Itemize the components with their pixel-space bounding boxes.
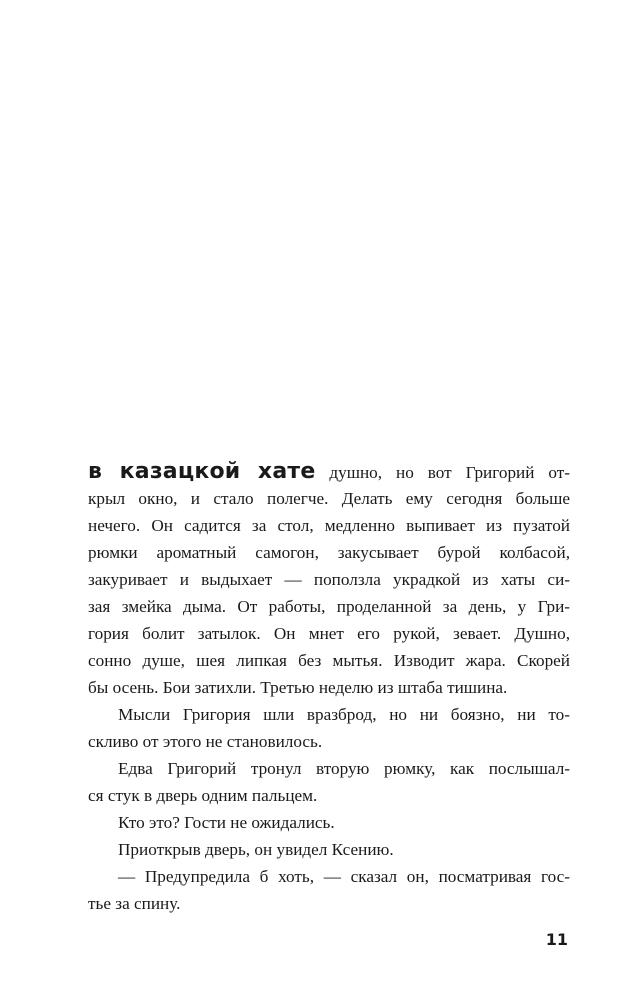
lead-in-heading: в казацкой хате xyxy=(88,459,316,484)
text-line: нечего. Он садится за стол, медленно выпивает из пузатой xyxy=(88,516,570,535)
body-text xyxy=(88,458,570,917)
text-line: Мысли Григория шли вразброд, но ни боязно, ни то- xyxy=(118,705,570,724)
text-line: Кто это? Гости не ожидались. xyxy=(118,813,335,832)
text-line: закуривает и выдыхает — поползла украдкой из хаты си- xyxy=(88,570,570,589)
text-line xyxy=(88,458,570,485)
text-line: гория болит затылок. Он мнет его рукой, зевает. Душно, xyxy=(88,624,570,643)
text-line: сонно душе, шея липкая без мытья. Изводит жара. Скорей xyxy=(88,651,570,670)
text-line-content: душно, но вот Григорий от- xyxy=(315,463,571,482)
text-line: — Предупредила б хоть, — сказал он, посматривая гос- xyxy=(118,867,570,886)
text-line: тье за спину. xyxy=(88,894,181,913)
text-line: зая змейка дыма. От работы, проделанной за день, у Гри- xyxy=(88,597,570,616)
text-line: Едва Григорий тронул вторую рюмку, как послышал- xyxy=(118,759,570,778)
text-line: Приоткрыв дверь, он увидел Ксению. xyxy=(118,840,394,859)
text-line: крыл окно, и стало полегче. Делать ему сегодня больше xyxy=(88,489,570,508)
text-line: рюмки ароматный самогон, закусывает бурой колбасой, xyxy=(88,543,570,562)
text-line: ся стук в дверь одним пальцем. xyxy=(88,786,318,805)
text-line: бы осень. Бои затихли. Третью неделю из штаба тишина. xyxy=(88,678,508,697)
text-line: скливо от этого не становилось. xyxy=(88,732,323,751)
page-number: 11 xyxy=(545,930,568,949)
